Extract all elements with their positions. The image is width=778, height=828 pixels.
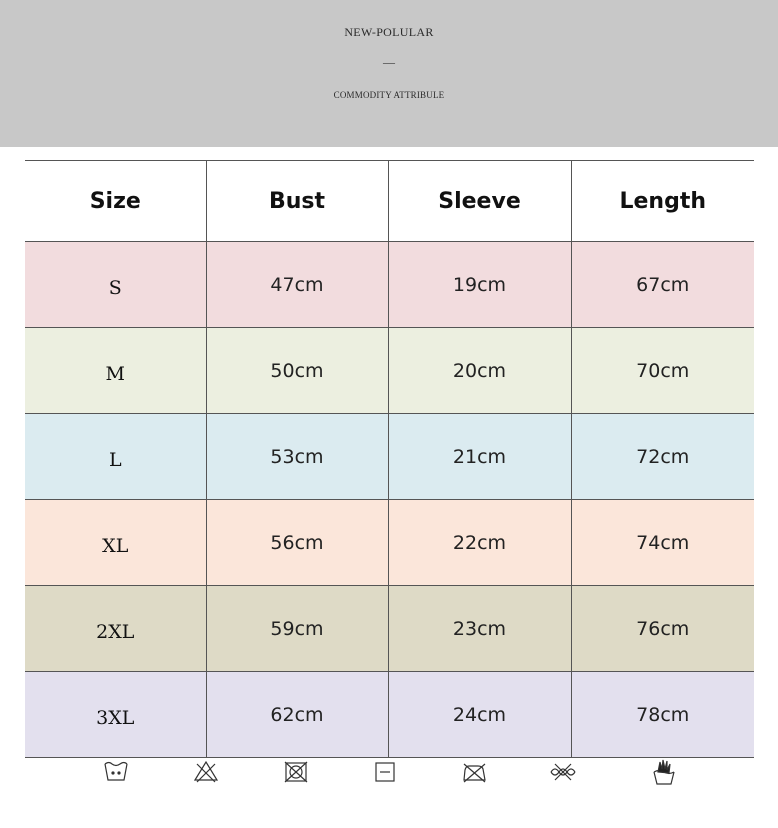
bust-cell: 47cm: [206, 242, 388, 328]
header-sleeve: Sleeve: [388, 161, 571, 242]
table-header-row: [25, 161, 754, 242]
bust-cell: 53cm: [206, 414, 388, 500]
size-cell: 2XL: [25, 586, 206, 672]
size-cell: M: [25, 328, 206, 414]
sleeve-cell: 19cm: [388, 242, 571, 328]
bust-cell: 50cm: [206, 328, 388, 414]
dry-flat-icon: [372, 758, 398, 786]
header-length: Length: [571, 161, 754, 242]
size-chart-table: [25, 160, 754, 758]
length-cell: 78cm: [571, 672, 754, 758]
sleeve-cell: 20cm: [388, 328, 571, 414]
length-cell: 67cm: [571, 242, 754, 328]
size-cell: 3XL: [25, 672, 206, 758]
length-cell: 74cm: [571, 500, 754, 586]
size-cell: S: [25, 242, 206, 328]
bust-cell: 62cm: [206, 672, 388, 758]
banner-title: NEW-POLULAR: [344, 25, 434, 39]
sleeve-cell: 23cm: [388, 586, 571, 672]
low-iron-icon: [461, 758, 487, 786]
header-size: Size: [25, 161, 206, 242]
bust-cell: 56cm: [206, 500, 388, 586]
bust-cell: 59cm: [206, 586, 388, 672]
table-row: [25, 500, 754, 586]
wash-30-icon: [103, 758, 129, 786]
table-row: [25, 242, 754, 328]
size-cell: XL: [25, 500, 206, 586]
sleeve-cell: 22cm: [388, 500, 571, 586]
table-row: [25, 414, 754, 500]
do-not-dry-clean-icon: [550, 758, 576, 786]
table-row: [25, 328, 754, 414]
sleeve-cell: 24cm: [388, 672, 571, 758]
table-row: [25, 586, 754, 672]
header-bust: Bust: [206, 161, 388, 242]
care-instructions: [0, 758, 778, 790]
banner-divider: —: [383, 55, 395, 69]
do-not-tumble-dry-icon: [283, 758, 309, 786]
banner-subtitle: COMMODITY ATTRIBULE: [333, 90, 445, 100]
table-row: [25, 672, 754, 758]
header-banner: [0, 0, 778, 147]
length-cell: 70cm: [571, 328, 754, 414]
do-not-bleach-icon: [193, 758, 219, 786]
sleeve-cell: 21cm: [388, 414, 571, 500]
length-cell: 76cm: [571, 586, 754, 672]
length-cell: 72cm: [571, 414, 754, 500]
hand-wash-icon: [651, 758, 677, 786]
size-cell: L: [25, 414, 206, 500]
